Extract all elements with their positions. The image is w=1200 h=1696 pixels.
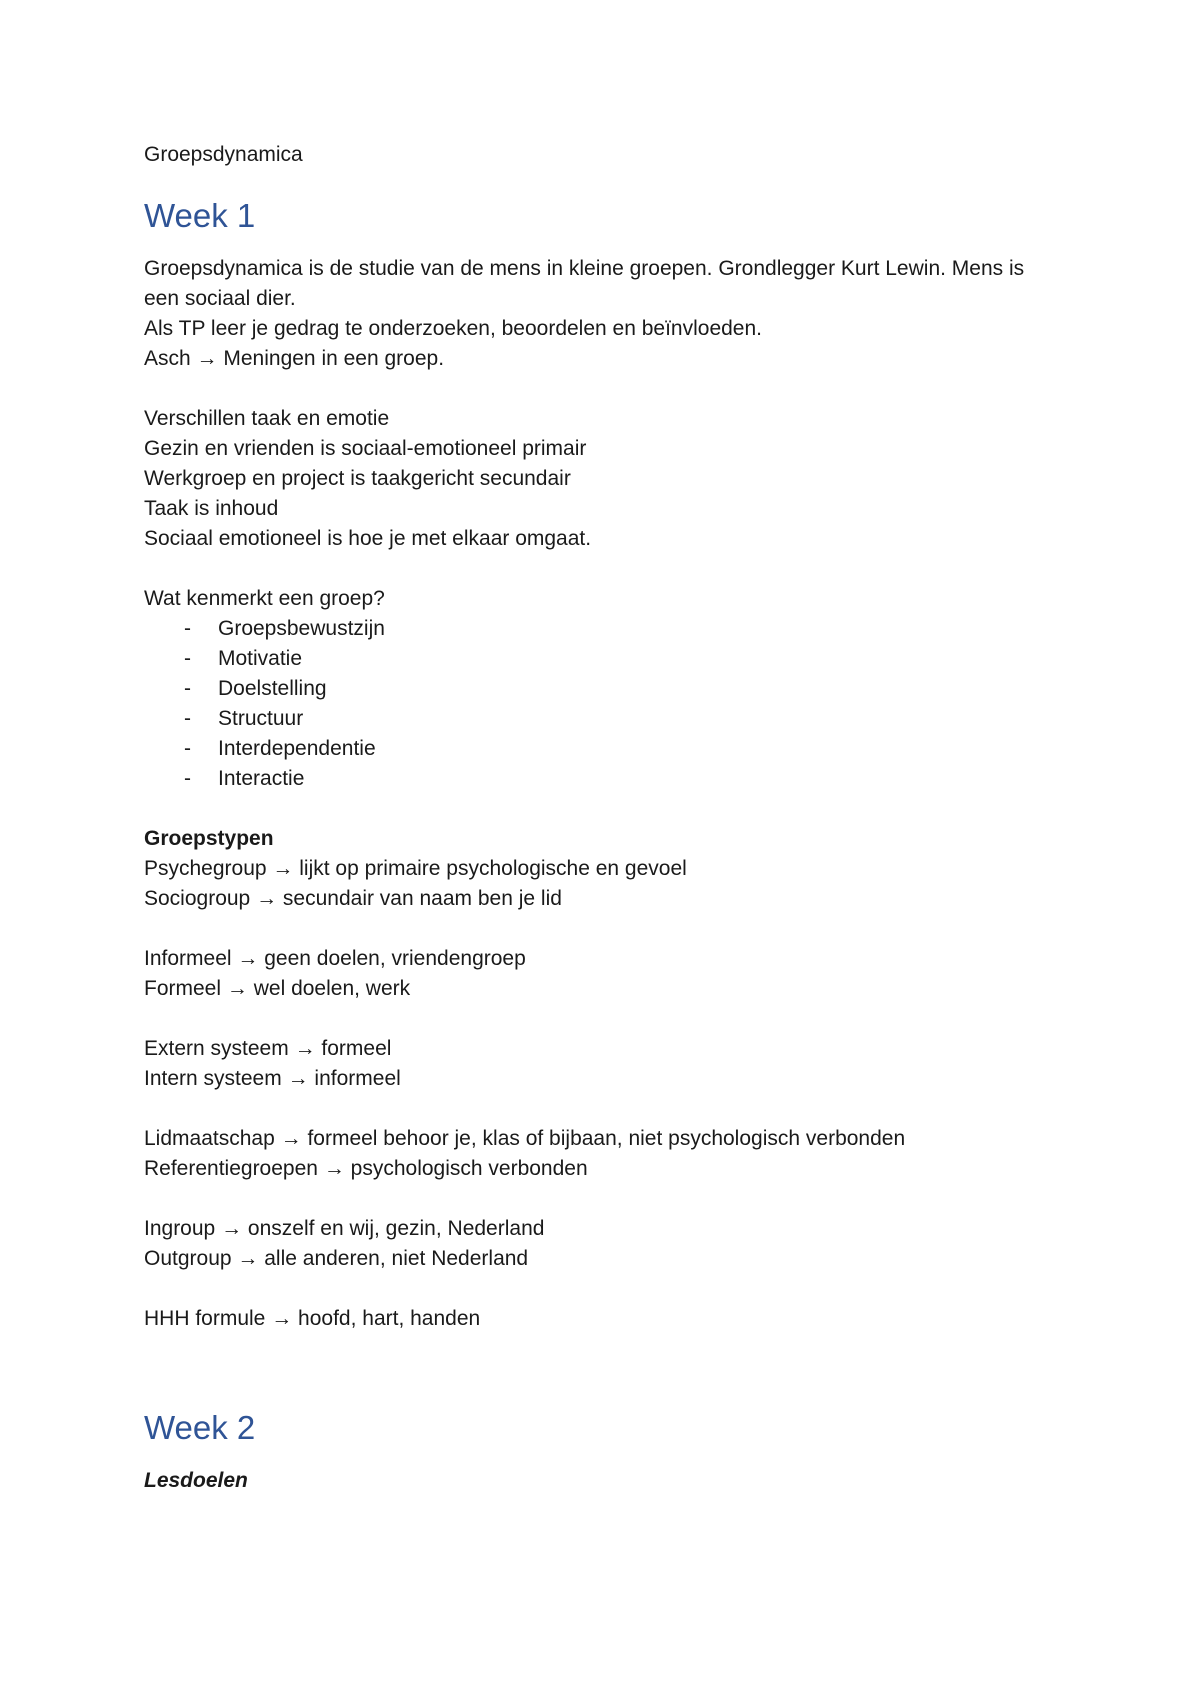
list-item — [144, 704, 1064, 734]
list-item-text: Motivatie — [218, 647, 303, 670]
outgroup-line — [144, 1244, 1064, 1274]
definition: formeel — [321, 1037, 392, 1060]
term: Intern systeem — [144, 1067, 282, 1090]
list-item-text: Structuur — [218, 707, 304, 730]
arrow-icon: → — [272, 857, 294, 880]
term: Ingroup — [144, 1217, 216, 1240]
list-item — [144, 644, 1064, 674]
week-1-heading: Week 1 — [144, 197, 256, 234]
definition: lijkt op primaire psychologische en gevoel — [299, 857, 687, 880]
definition: secundair van naam ben je lid — [282, 887, 562, 910]
arrow-icon: → — [221, 1217, 243, 1240]
term: Extern systeem — [144, 1037, 289, 1060]
list-item-text: Doelstelling — [218, 677, 327, 700]
term: Lidmaatschap — [144, 1127, 275, 1150]
list-item — [144, 734, 1064, 764]
lesdoelen-heading: Lesdoelen — [144, 1469, 248, 1492]
asch-definition: Meningen in een groep. — [223, 347, 445, 370]
kenmerken-list — [144, 614, 1064, 794]
hhh-line — [144, 1304, 1064, 1334]
intern-line — [144, 1064, 1064, 1094]
intro-paragraph: Groepsdynamica is de studie van de mens in kleine groepen. Grondlegger Kurt Lewin. Mens is een sociaal dier. — [144, 257, 1025, 310]
term: Sociogroup — [144, 887, 257, 910]
definition: onszelf en wij, gezin, Nederland — [247, 1217, 545, 1240]
arrow-icon: → — [256, 887, 278, 910]
arrow-icon: → — [323, 1157, 345, 1180]
verschillen-line-5: Sociaal emotioneel is hoe je met elkaar omgaat. — [144, 527, 592, 550]
list-item — [144, 764, 1064, 794]
spacer — [144, 914, 1064, 944]
dash-bullet: - — [184, 617, 191, 640]
dash-bullet: - — [184, 737, 191, 760]
spacer — [144, 794, 1064, 824]
arrow-icon: → — [237, 947, 259, 970]
lidmaatschap-line — [144, 1124, 1064, 1154]
asch-line — [144, 344, 1064, 374]
list-item-text: Groepsbewustzijn — [218, 617, 385, 640]
list-item-text: Interdependentie — [218, 737, 376, 760]
verschillen-line-2: Gezin en vrienden is sociaal-emotioneel primair — [144, 437, 587, 460]
dash-bullet: - — [184, 677, 191, 700]
kenmerkt-question: Wat kenmerkt een groep? — [144, 587, 385, 610]
document-page — [144, 140, 1064, 1496]
formeel-line — [144, 974, 1064, 1004]
term: Outgroup — [144, 1247, 232, 1270]
definition: informeel — [314, 1067, 401, 1090]
spacer — [144, 554, 1064, 584]
definition: geen doelen, vriendengroep — [264, 947, 526, 970]
definition: psychologisch verbonden — [350, 1157, 588, 1180]
arrow-icon: → — [237, 1247, 259, 1270]
arrow-icon: → — [280, 1127, 302, 1150]
sociogroup-line — [144, 884, 1064, 914]
spacer — [144, 1004, 1064, 1034]
term: Informeel — [144, 947, 232, 970]
document-title: Groepsdynamica — [144, 143, 303, 166]
list-item — [144, 674, 1064, 704]
term: Referentiegroepen — [144, 1157, 318, 1180]
verschillen-line-1: Verschillen taak en emotie — [144, 407, 390, 430]
tp-line: Als TP leer je gedrag te onderzoeken, beoordelen en beïnvloeden. — [144, 317, 763, 340]
dash-bullet: - — [184, 767, 191, 790]
informeel-line — [144, 944, 1064, 974]
definition: alle anderen, niet Nederland — [264, 1247, 529, 1270]
asch-term: Asch — [144, 347, 191, 370]
definition: formeel behoor je, klas of bijbaan, niet psychologisch verbonden — [307, 1127, 906, 1150]
ingroup-line — [144, 1214, 1064, 1244]
arrow-icon: → — [294, 1037, 316, 1060]
dash-bullet: - — [184, 707, 191, 730]
verschillen-line-4: Taak is inhoud — [144, 497, 279, 520]
arrow-icon: → — [196, 347, 218, 370]
week-2-heading: Week 2 — [144, 1409, 256, 1446]
spacer — [144, 374, 1064, 404]
term: Formeel — [144, 977, 222, 1000]
arrow-icon: → — [226, 977, 248, 1000]
spacer — [144, 1274, 1064, 1304]
extern-line — [144, 1034, 1064, 1064]
psychegroup-line — [144, 854, 1064, 884]
dash-bullet: - — [184, 647, 191, 670]
groepstypen-heading: Groepstypen — [144, 827, 274, 850]
term: Psychegroup — [144, 857, 267, 880]
list-item — [144, 614, 1064, 644]
verschillen-line-3: Werkgroep en project is taakgericht secundair — [144, 467, 571, 490]
definition: wel doelen, werk — [253, 977, 411, 1000]
list-item-text: Interactie — [218, 767, 305, 790]
spacer — [144, 1184, 1064, 1214]
term: HHH formule — [144, 1307, 266, 1330]
referentiegroepen-line — [144, 1154, 1064, 1184]
definition: hoofd, hart, handen — [298, 1307, 481, 1330]
spacer — [144, 1094, 1064, 1124]
arrow-icon: → — [271, 1307, 293, 1330]
arrow-icon: → — [287, 1067, 309, 1090]
